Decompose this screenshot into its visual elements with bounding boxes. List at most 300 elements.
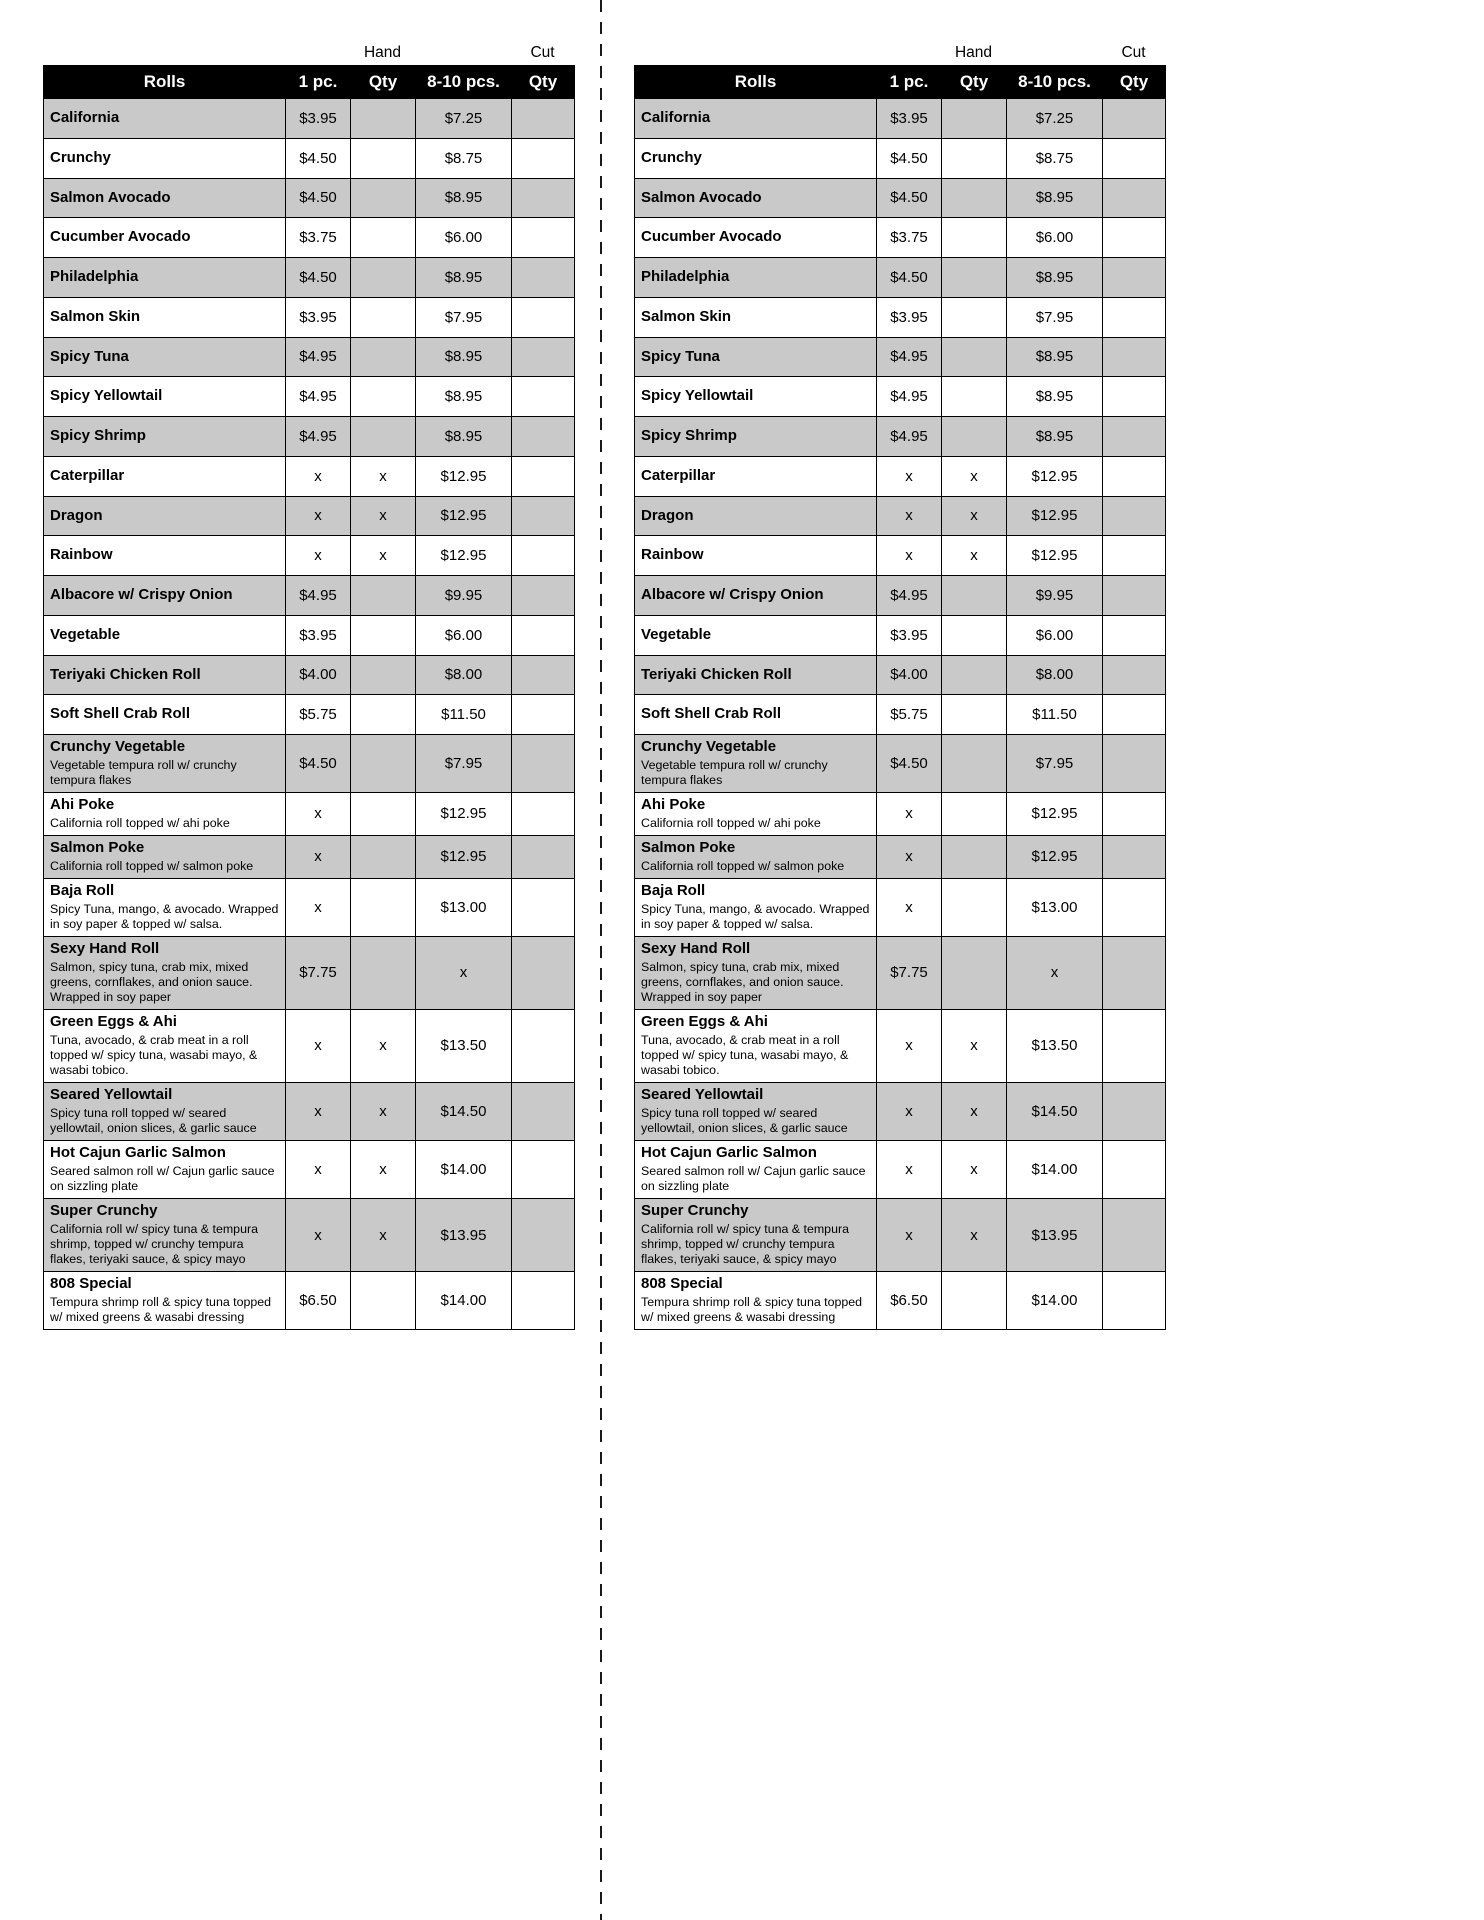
hand-qty-input-cell: x (351, 496, 416, 536)
hand-group-label: Hand (954, 44, 993, 61)
roll-name-cell (635, 1199, 877, 1272)
menu-row (635, 1083, 1166, 1141)
roll-name: Vegetable (50, 625, 121, 643)
price-8-10pcs-cell: $12.95 (1007, 835, 1103, 878)
hand-qty-input-cell[interactable] (942, 377, 1007, 417)
roll-name-cell (44, 1083, 286, 1141)
price-1pc-cell: x (877, 1083, 942, 1141)
roll-name-cell (635, 337, 877, 377)
cut-qty-input-cell[interactable] (512, 695, 575, 735)
roll-name-cell (635, 735, 877, 793)
price-8-10pcs-cell: $13.00 (1007, 878, 1103, 936)
cut-qty-input-cell[interactable] (512, 1199, 575, 1272)
roll-name: Ahi Poke (50, 796, 115, 813)
roll-name: Spicy Shrimp (50, 427, 146, 444)
cut-qty-input-cell[interactable] (1103, 536, 1166, 576)
price-8-10pcs-cell: $13.00 (416, 878, 512, 936)
price-8-10pcs-cell: $12.95 (1007, 536, 1103, 576)
roll-description: Spicy tuna roll topped w/ seared yellowtail, onion slices, & garlic sauce (641, 1105, 848, 1135)
cut-qty-input-cell[interactable] (1103, 695, 1166, 735)
cut-qty-input-cell[interactable] (1103, 835, 1166, 878)
menu-row (44, 615, 575, 655)
roll-name: Vegetable (641, 625, 712, 643)
hand-qty-input-cell[interactable] (942, 936, 1007, 1009)
cut-qty-input-cell[interactable] (1103, 496, 1166, 536)
roll-name-cell (44, 695, 286, 735)
cut-qty-input-cell[interactable] (1103, 615, 1166, 655)
hand-qty-input-cell: x (942, 456, 1007, 496)
roll-name-cell (44, 258, 286, 298)
price-8-10pcs-cell: $7.25 (1007, 99, 1103, 139)
price-8-10pcs-cell: $8.00 (416, 655, 512, 695)
price-1pc-cell: $3.75 (286, 218, 351, 258)
menu-row (635, 695, 1166, 735)
roll-name: Crunchy Vegetable (641, 738, 777, 755)
roll-name-cell (635, 793, 877, 836)
price-8-10pcs-cell: $8.95 (1007, 377, 1103, 417)
roll-name-cell (44, 835, 286, 878)
cut-qty-input-cell[interactable] (512, 655, 575, 695)
roll-name-cell (635, 1141, 877, 1199)
cut-qty-input-cell[interactable] (512, 615, 575, 655)
price-1pc-cell: $4.95 (286, 377, 351, 417)
menu-row (44, 297, 575, 337)
price-8-10pcs-cell: $7.25 (416, 99, 512, 139)
menu-row (635, 138, 1166, 178)
hand-qty-input-cell[interactable] (351, 258, 416, 298)
menu-row (635, 377, 1166, 417)
price-1pc-cell: $5.75 (877, 695, 942, 735)
cut-qty-input-cell[interactable] (1103, 878, 1166, 936)
roll-name-cell (635, 1272, 877, 1330)
cut-qty-input-cell[interactable] (1103, 99, 1166, 139)
roll-name-cell (635, 258, 877, 298)
roll-name-cell (635, 377, 877, 417)
hand-qty-input-cell[interactable] (942, 297, 1007, 337)
cut-qty-input-cell[interactable] (1103, 456, 1166, 496)
cut-qty-input-cell[interactable] (512, 218, 575, 258)
cut-qty-input-cell[interactable] (1103, 1199, 1166, 1272)
price-8-10pcs-cell: $12.95 (416, 793, 512, 836)
roll-name-cell (44, 793, 286, 836)
price-8-10pcs-cell: $7.95 (416, 735, 512, 793)
hand-qty-input-cell[interactable] (942, 615, 1007, 655)
roll-name: Sexy Hand Roll (50, 939, 160, 957)
column-group-labels (634, 40, 1165, 65)
roll-name: Hot Cajun Garlic Salmon (50, 1144, 226, 1161)
menu-row (44, 576, 575, 616)
price-8-10pcs-cell: $7.95 (1007, 735, 1103, 793)
hand-qty-input-cell: x (942, 1009, 1007, 1082)
roll-name-cell (635, 1083, 877, 1141)
menu-row (44, 793, 575, 836)
roll-name: Sexy Hand Roll (641, 939, 751, 957)
cut-qty-input-cell[interactable] (1103, 218, 1166, 258)
cut-qty-input-cell[interactable] (1103, 178, 1166, 218)
price-8-10pcs-cell: $8.00 (1007, 655, 1103, 695)
roll-name-cell (44, 218, 286, 258)
menu-row (635, 878, 1166, 936)
cut-qty-input-cell[interactable] (512, 138, 575, 178)
menu-row (635, 1009, 1166, 1082)
roll-name: Albacore w/ Crispy Onion (641, 586, 824, 603)
price-8-10pcs-cell: $13.95 (1007, 1199, 1103, 1272)
price-8-10pcs-cell: $14.00 (1007, 1272, 1103, 1330)
roll-name: Dragon (641, 506, 694, 524)
roll-name: Seared Yellowtail (50, 1086, 173, 1103)
cut-qty-input-cell[interactable] (1103, 793, 1166, 836)
menu-row (44, 138, 575, 178)
menu-row (44, 1009, 575, 1082)
hand-qty-input-cell: x (942, 536, 1007, 576)
menu-row (635, 793, 1166, 836)
price-8-10pcs-cell: $7.95 (416, 297, 512, 337)
roll-name: 808 Special (641, 1275, 723, 1293)
cut-qty-input-cell[interactable] (512, 1141, 575, 1199)
roll-name-cell (635, 695, 877, 735)
price-1pc-cell: x (877, 1009, 942, 1082)
price-8-10pcs-cell: $12.95 (416, 536, 512, 576)
column-group-labels (43, 40, 574, 65)
roll-name: Soft Shell Crab Roll (50, 705, 191, 723)
hand-qty-input-cell[interactable] (351, 377, 416, 417)
roll-name-cell (44, 138, 286, 178)
hand-qty-input-cell[interactable] (351, 878, 416, 936)
roll-name: Teriyaki Chicken Roll (641, 665, 792, 683)
roll-name: California (641, 109, 711, 126)
cut-qty-input-cell[interactable] (512, 337, 575, 377)
hand-qty-input-cell[interactable] (942, 99, 1007, 139)
hand-group-label: Hand (363, 44, 402, 61)
cut-qty-input-cell[interactable] (512, 1272, 575, 1330)
price-1pc-cell: $4.95 (286, 417, 351, 457)
price-1pc-cell: $3.95 (286, 99, 351, 139)
cut-qty-input-cell[interactable] (512, 936, 575, 1009)
menu-row (44, 695, 575, 735)
hand-qty-input-cell[interactable] (351, 835, 416, 878)
roll-name: Salmon Poke (50, 838, 145, 856)
price-1pc-cell: x (286, 1141, 351, 1199)
roll-name-cell (44, 377, 286, 417)
price-1pc-cell: $4.00 (286, 655, 351, 695)
menu-row (635, 99, 1166, 139)
hand-qty-input-cell: x (351, 1083, 416, 1141)
menu-row (44, 735, 575, 793)
cut-qty-input-cell[interactable] (1103, 1141, 1166, 1199)
roll-name: Spicy Shrimp (641, 427, 737, 444)
cut-qty-input-cell[interactable] (1103, 138, 1166, 178)
price-8-10pcs-cell: $9.95 (1007, 576, 1103, 616)
hand-qty-input-cell[interactable] (942, 178, 1007, 218)
cut-qty-input-cell[interactable] (1103, 377, 1166, 417)
cut-qty-input-cell[interactable] (512, 536, 575, 576)
cut-qty-input-cell[interactable] (1103, 337, 1166, 377)
cut-qty-input-cell[interactable] (1103, 417, 1166, 457)
cut-group-label: Cut (530, 44, 555, 61)
price-8-10pcs-cell: $12.95 (1007, 456, 1103, 496)
roll-name-cell (44, 417, 286, 457)
roll-name-cell (44, 576, 286, 616)
hand-qty-input-cell: x (942, 1141, 1007, 1199)
hand-qty-input-cell[interactable] (351, 218, 416, 258)
cut-qty-input-cell[interactable] (1103, 297, 1166, 337)
hand-qty-input-cell[interactable] (351, 297, 416, 337)
hand-qty-input-cell[interactable] (942, 878, 1007, 936)
price-1pc-cell: x (877, 536, 942, 576)
price-8-10pcs-cell: $8.95 (1007, 337, 1103, 377)
price-1pc-cell: $4.50 (286, 178, 351, 218)
price-1pc-cell: x (877, 1199, 942, 1272)
roll-name-cell (635, 417, 877, 457)
roll-name: Philadelphia (50, 268, 139, 285)
cut-qty-input-cell[interactable] (512, 297, 575, 337)
cut-qty-input-cell[interactable] (1103, 936, 1166, 1009)
price-1pc-cell: $3.95 (877, 615, 942, 655)
menu-row (44, 99, 575, 139)
roll-name: Green Eggs & Ahi (50, 1012, 177, 1030)
price-8-10pcs-cell: $8.95 (416, 258, 512, 298)
price-1pc-cell: x (286, 536, 351, 576)
price-8-10pcs-cell: $11.50 (1007, 695, 1103, 735)
roll-name: Spicy Yellowtail (50, 387, 163, 405)
cut-qty-input-cell[interactable] (512, 178, 575, 218)
menu-row (44, 496, 575, 536)
cut-qty-input-cell[interactable] (512, 1083, 575, 1141)
hand-qty-input-cell[interactable] (351, 615, 416, 655)
menu-column-left (43, 40, 574, 1330)
hand-qty-input-cell[interactable] (351, 576, 416, 616)
hand-qty-input-cell[interactable] (351, 655, 416, 695)
cut-qty-input-cell[interactable] (1103, 1272, 1166, 1330)
roll-description: Spicy Tuna, mango, & avocado. Wrapped in soy paper & topped w/ salsa. (641, 901, 870, 931)
roll-name: Spicy Tuna (50, 347, 129, 365)
hand-qty-input-cell[interactable] (351, 793, 416, 836)
hand-qty-input-cell[interactable] (942, 835, 1007, 878)
price-1pc-cell: x (877, 456, 942, 496)
menu-row (635, 218, 1166, 258)
roll-name: Soft Shell Crab Roll (641, 705, 782, 723)
menu-row (635, 417, 1166, 457)
roll-name: Crunchy (50, 148, 111, 166)
price-1pc-cell: $3.75 (877, 218, 942, 258)
rolls-menu-table (634, 65, 1166, 1330)
hand-qty-input-cell[interactable] (942, 417, 1007, 457)
menu-row (635, 178, 1166, 218)
hand-qty-input-cell[interactable] (942, 1272, 1007, 1330)
cut-qty-input-cell[interactable] (1103, 576, 1166, 616)
menu-row (635, 936, 1166, 1009)
roll-name: Hot Cajun Garlic Salmon (641, 1144, 817, 1161)
price-1pc-cell: x (877, 496, 942, 536)
menu-row (44, 417, 575, 457)
roll-name: Cucumber Avocado (50, 228, 191, 246)
hand-qty-input-cell[interactable] (942, 258, 1007, 298)
cut-qty-input-cell[interactable] (512, 258, 575, 298)
menu-row (635, 615, 1166, 655)
hand-qty-input-cell: x (942, 1199, 1007, 1272)
hand-qty-input-cell[interactable] (351, 1272, 416, 1330)
hand-qty-input-cell[interactable] (351, 695, 416, 735)
roll-description: California roll topped w/ ahi poke (50, 815, 230, 830)
price-1pc-cell: $4.95 (877, 417, 942, 457)
table-header-row (635, 66, 1166, 99)
cut-qty-input-cell[interactable] (512, 878, 575, 936)
roll-name-cell (635, 655, 877, 695)
roll-name: Super Crunchy (641, 1202, 749, 1219)
roll-name-cell (44, 1272, 286, 1330)
cut-qty-input-cell[interactable] (1103, 655, 1166, 695)
roll-description: Seared salmon roll w/ Cajun garlic sauce on sizzling plate (50, 1163, 275, 1193)
roll-name-cell (635, 536, 877, 576)
cut-qty-input-cell[interactable] (512, 496, 575, 536)
price-1pc-cell: x (286, 1199, 351, 1272)
col-header-cut-qty: Qty (512, 66, 575, 99)
hand-qty-input-cell: x (351, 1141, 416, 1199)
price-8-10pcs-cell: $11.50 (416, 695, 512, 735)
price-1pc-cell: x (877, 835, 942, 878)
roll-name: Ahi Poke (641, 796, 706, 813)
price-8-10pcs-cell: $6.00 (416, 615, 512, 655)
roll-description: Tuna, avocado, & crab meat in a roll topped w/ spicy tuna, wasabi mayo, & wasabi tobico. (641, 1032, 849, 1077)
col-header-8-10pcs: 8-10 pcs. (1007, 66, 1103, 99)
price-1pc-cell: $6.50 (286, 1272, 351, 1330)
roll-name-cell (635, 456, 877, 496)
hand-qty-input-cell[interactable] (942, 735, 1007, 793)
roll-description: California roll w/ spicy tuna & tempura shrimp, topped w/ crunchy tempura flakes, teriyaki sauce, & spicy mayo (641, 1221, 849, 1266)
price-8-10pcs-cell: $12.95 (1007, 793, 1103, 836)
table-header-row (44, 66, 575, 99)
cut-qty-input-cell[interactable] (512, 576, 575, 616)
hand-qty-input-cell[interactable] (351, 337, 416, 377)
roll-name-cell (635, 615, 877, 655)
roll-name: Rainbow (50, 546, 113, 564)
roll-description: Seared salmon roll w/ Cajun garlic sauce on sizzling plate (641, 1163, 866, 1193)
hand-qty-input-cell: x (351, 1009, 416, 1082)
price-1pc-cell: $4.50 (286, 735, 351, 793)
price-1pc-cell: $5.75 (286, 695, 351, 735)
cut-qty-input-cell[interactable] (512, 793, 575, 836)
price-1pc-cell: x (286, 878, 351, 936)
price-8-10pcs-cell: $14.50 (1007, 1083, 1103, 1141)
roll-name: Seared Yellowtail (641, 1086, 764, 1103)
roll-name: Salmon Avocado (50, 188, 171, 206)
roll-name: Albacore w/ Crispy Onion (50, 586, 233, 603)
col-header-1pc: 1 pc. (286, 66, 351, 99)
hand-qty-input-cell: x (351, 1199, 416, 1272)
price-1pc-cell: $4.00 (877, 655, 942, 695)
roll-name: Crunchy (641, 148, 702, 166)
roll-name: Salmon Avocado (641, 188, 762, 206)
col-header-8-10pcs: 8-10 pcs. (416, 66, 512, 99)
cut-qty-input-cell[interactable] (1103, 1083, 1166, 1141)
hand-qty-input-cell[interactable] (942, 576, 1007, 616)
roll-name: Super Crunchy (50, 1202, 158, 1219)
roll-description: California roll topped w/ ahi poke (641, 815, 821, 830)
roll-name: Baja Roll (641, 881, 706, 899)
price-1pc-cell: $7.75 (286, 936, 351, 1009)
roll-name-cell (635, 576, 877, 616)
hand-qty-input-cell[interactable] (942, 218, 1007, 258)
price-8-10pcs-cell: $9.95 (416, 576, 512, 616)
hand-qty-input-cell[interactable] (351, 99, 416, 139)
hand-qty-input-cell[interactable] (351, 138, 416, 178)
menu-row (44, 1199, 575, 1272)
roll-description: Vegetable tempura roll w/ crunchy tempura flakes (641, 757, 828, 787)
cut-qty-input-cell[interactable] (512, 377, 575, 417)
hand-qty-input-cell: x (942, 496, 1007, 536)
cut-qty-input-cell[interactable] (512, 99, 575, 139)
price-1pc-cell: $3.95 (286, 615, 351, 655)
hand-qty-input-cell[interactable] (942, 655, 1007, 695)
cut-qty-input-cell[interactable] (512, 835, 575, 878)
roll-name: Salmon Poke (641, 838, 736, 856)
col-header-rolls: Rolls (44, 66, 286, 99)
roll-name: Salmon Skin (641, 307, 732, 325)
roll-description: California roll topped w/ salmon poke (50, 858, 254, 873)
cut-qty-input-cell[interactable] (512, 456, 575, 496)
price-1pc-cell: $3.95 (877, 297, 942, 337)
roll-description: California roll w/ spicy tuna & tempura shrimp, topped w/ crunchy tempura flakes, teriyaki sauce, & spicy mayo (50, 1221, 258, 1266)
cut-qty-input-cell[interactable] (512, 1009, 575, 1082)
price-8-10pcs-cell: $13.50 (1007, 1009, 1103, 1082)
cut-qty-input-cell[interactable] (512, 735, 575, 793)
cut-qty-input-cell[interactable] (512, 417, 575, 457)
price-1pc-cell: $4.50 (286, 138, 351, 178)
price-1pc-cell: $4.50 (877, 258, 942, 298)
hand-qty-input-cell[interactable] (942, 793, 1007, 836)
hand-qty-input-cell[interactable] (942, 337, 1007, 377)
menu-row (44, 1141, 575, 1199)
roll-name-cell (635, 936, 877, 1009)
price-8-10pcs-cell: x (416, 936, 512, 1009)
menu-row (44, 1083, 575, 1141)
price-8-10pcs-cell: $12.95 (416, 496, 512, 536)
price-8-10pcs-cell: x (1007, 936, 1103, 1009)
hand-qty-input-cell[interactable] (351, 417, 416, 457)
price-8-10pcs-cell: $13.50 (416, 1009, 512, 1082)
hand-qty-input-cell[interactable] (942, 138, 1007, 178)
menu-row (44, 655, 575, 695)
price-1pc-cell: $4.95 (877, 576, 942, 616)
roll-name: Teriyaki Chicken Roll (50, 665, 201, 683)
price-8-10pcs-cell: $14.00 (416, 1272, 512, 1330)
roll-name: Caterpillar (50, 466, 125, 484)
price-8-10pcs-cell: $8.95 (416, 377, 512, 417)
hand-qty-input-cell[interactable] (351, 735, 416, 793)
hand-qty-input-cell[interactable] (942, 695, 1007, 735)
price-1pc-cell: x (286, 835, 351, 878)
col-header-cut-qty: Qty (1103, 66, 1166, 99)
roll-name: Baja Roll (50, 881, 115, 899)
price-8-10pcs-cell: $8.95 (416, 178, 512, 218)
price-1pc-cell: $6.50 (877, 1272, 942, 1330)
price-8-10pcs-cell: $8.75 (1007, 138, 1103, 178)
roll-description: Tempura shrimp roll & spicy tuna topped w/ mixed greens & wasabi dressing (641, 1294, 863, 1324)
roll-name-cell (44, 615, 286, 655)
cut-qty-input-cell[interactable] (1103, 735, 1166, 793)
cut-qty-input-cell[interactable] (1103, 258, 1166, 298)
roll-name-cell (44, 1199, 286, 1272)
menu-row (635, 337, 1166, 377)
roll-name-cell (44, 655, 286, 695)
price-8-10pcs-cell: $8.95 (416, 417, 512, 457)
menu-row (635, 258, 1166, 298)
hand-qty-input-cell[interactable] (351, 178, 416, 218)
roll-name-cell (635, 178, 877, 218)
cut-qty-input-cell[interactable] (1103, 1009, 1166, 1082)
hand-qty-input-cell[interactable] (351, 936, 416, 1009)
roll-name-cell (44, 496, 286, 536)
